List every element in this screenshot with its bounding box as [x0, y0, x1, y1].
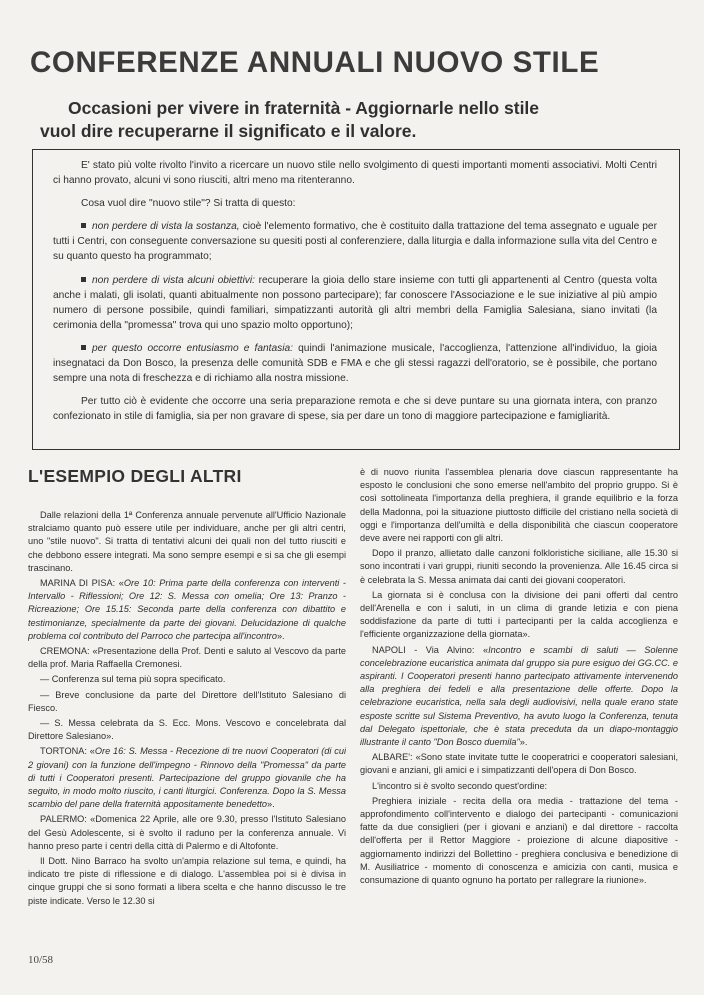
- article-paragraph: CREMONA: «Presentazione della Prof. Denti e saluto al Vescovo da parte della prof. Maria Raffaella Cremonesi.: [28, 646, 346, 670]
- bullet-text: recuperare la gioia dello stare insieme con tutti gli appartenenti al Centro (questa volta anche i malati, gli isolati, quanti abitualmente non possono partecipare); far conoscere l'Associazione e le sue iniziative al più ampio numero di persone possibile, quindi familiari, simpatizzanti autorità gli altri membri della Famiglia Salesiana, siano invitati (la cerimonia della "promessa" trova qui uno spazio molto opportuno);: [53, 274, 657, 331]
- article-paragraph: Preghiera iniziale - recita della ora media - trattazione del tema - approfondimento coll'intervento e dialogo dei partecipanti - comunicazioni fatte da due consiglieri (per i giovani e anziani) e dal direttore - raccolta dell'offerta per il Rettor Maggiore - proiezione di alcune diapositive - aggiornamento indirizzi del Bollettino - preghiera conclusiva e benedizione di M. Ausiliatrice - momento di conoscenza e amicizia con canti, musica e consumazione di quanto ognuno ha portato per rallegrare la riunione».: [360, 795, 678, 886]
- article-paragraph: — Breve conclusione da parte del Direttore dell'Istituto Salesiano di Fiesco.: [28, 689, 346, 713]
- paragraph-tail: ».: [519, 737, 528, 748]
- page-title: CONFERENZE ANNUALI NUOVO STILE: [30, 46, 600, 79]
- square-bullet-icon: [81, 277, 86, 282]
- bullet-emphasis: per questo occorre entusiasmo e fantasia:: [92, 342, 294, 354]
- bullet-emphasis: non perdere di vista alcuni obiettivi:: [92, 274, 255, 286]
- bullet-text: cioè l'elemento formativo, che è costituito dalla trattazione del tema assegnato e uguale per tutti i Centri, con conseguente conversazione su quesiti posti al conferenziere, dalla liturgia e dalla informazione sulla vita del Centro e su quanto questo ha programmato;: [53, 221, 657, 263]
- section-title: L'ESEMPIO DEGLI ALTRI: [28, 466, 242, 486]
- intro-bullet: [53, 341, 657, 386]
- left-column-text: [28, 509, 346, 908]
- article-paragraph: ALBARE': «Sono state invitate tutte le cooperatrici e cooperatori salesiani, giovani e anziani, gli amici e i simpatizzanti dell'opera di Don Bosco.: [360, 752, 678, 776]
- right-column: [360, 466, 678, 966]
- page-number: 10/58: [28, 954, 54, 966]
- article-paragraph: Il Dott. Nino Barraco ha svolto un'ampia relazione sul tema, e quindi, ha indicato tre piste di riflessione e di dialogo. L'assemblea poi si è divisa in cinque gruppi che si sono formati a libera scelta e che hanno discusso le tre piste indicate. Verso le 12.30 si: [28, 856, 346, 906]
- subtitle-line-2: vuol dire recuperarne il significato e il valore.: [40, 121, 417, 141]
- paragraph-tail: ».: [276, 630, 285, 641]
- intro-paragraph: E' stato più volte rivolto l'invito a ricercare un nuovo stile nello svolgimento di questi importanti momenti associativi. Molti Centri ci hanno provato, alcuni vi sono riusciti, altri meno ma ritenteranno.: [53, 160, 657, 187]
- bullet-emphasis: non perdere di vista la sostanza,: [92, 221, 240, 233]
- article-paragraph: [28, 577, 346, 643]
- right-column-text: [360, 466, 678, 887]
- article-paragraph: Dopo il pranzo, allietato dalle canzoni folkloristiche siciliane, alle 15.30 si sono incontrati i vari gruppi, riuniti secondo la provenienza. Alle 16.45 circa si è celebrata la S. Messa animata dai canti dei giovani cooperatori.: [360, 548, 678, 585]
- page-subtitle: [40, 97, 680, 143]
- paragraph-lead: TORTONA: «: [40, 746, 95, 757]
- paragraph-emphasis: Ore 16: S. Messa - Recezione di tre nuovi Cooperatori (di cui 2 giovani) con la funzione dell'impegno - Rinnovo della "Promessa" da parte di tutti i Cooperatori presenti. Partecipazione del gruppo giovanile che ha seguito, in modo molto riuscito, i canti liturgici. Conferenza. Dopo la S. Messa scambio del pane della fraternità appositamente benedetto: [28, 746, 346, 810]
- left-column: [28, 466, 346, 946]
- bullet-text: quindi l'animazione musicale, l'accoglienza, l'attenzione all'individuo, la gioia insegnataci da Don Bosco, la presenza delle comunità SDB e FMA e che gli stessi ragazzi dell'oratorio, se è possibile, che portano sempre una nota di freschezza e di richiamo alla nostra missione.: [53, 342, 657, 385]
- article-paragraph: PALERMO: «Domenica 22 Aprile, alle ore 9.30, presso l'Istituto Salesiano del Gesù Adolescente, si è svolto il raduno per la conferenza annuale. Vi hanno preso parte i centri della città di Palermo e di Altofonte.: [28, 814, 346, 851]
- article-paragraph: Dalle relazioni della 1ª Conferenza annuale pervenute all'Ufficio Nazionale stralciamo quanto può essere utile per individuare, anche per gli altri centri, uno "stile nuovo". Si tratta di tentativi alcuni dei quali non del tutto riusciti e che debbono essere integrati. Ma sono sempre esempi e si sa che gli esempi trascinano.: [28, 510, 346, 573]
- subtitle-line-1: Occasioni per vivere in fraternità - Aggiornarle nello stile: [68, 98, 540, 118]
- article-paragraph: — Conferenza sul tema più sopra specificato.: [40, 674, 226, 685]
- intro-box: [32, 149, 680, 450]
- intro-paragraph: Per tutto ciò è evidente che occorre una seria preparazione remota e che si deve puntare su una giornata intera, con pranzo confezionato in stile di famiglia, sia per non gravare di spese, sia per dare un tono di maggiore partecipazione e famigliarità.: [53, 396, 657, 423]
- intro-bullet: [53, 219, 657, 264]
- paragraph-lead: MARINA DI PISA: «: [40, 578, 124, 589]
- square-bullet-icon: [81, 223, 86, 228]
- article-paragraph: La giornata si è conclusa con la divisione dei pani offerti dal centro dell'Arenella e con i saluti, in un clima di grande letizia e con piena soddisfazione da parte di tutti i partecipanti per la calda accoglienza e l'efficiente organizzazione della giornata».: [360, 589, 678, 640]
- intro-paragraph: Cosa vuol dire "nuovo stile"? Si tratta di questo:: [81, 198, 296, 210]
- paragraph-lead: NAPOLI - Via Alvino: «: [372, 644, 489, 655]
- square-bullet-icon: [81, 345, 86, 350]
- article-paragraph: [28, 745, 346, 811]
- paragraph-emphasis: Incontro e scambi di saluti — Solenne concelebrazione eucaristica animata dal gruppo sia pure esiguo dei GG.CC. e aspiranti. I Cooperatori presenti hanno partecipato attivamente intervenendo alla preghiera dei fedeli e alla presentazione delle offerte. Dopo la celebrazione eucaristica, nella sala degli audiovisivi, nella quale erano state esposte scritte sul Sistema Preventivo, ha avuto luogo la Conferenza, tenuta dal Delegato ispettoriale, che è stata preceduta da un diapo-montaggio illustrante il canto "Don Bosco duemila": [360, 644, 678, 748]
- article-paragraph: L'incontro si è svolto secondo quest'ordine:: [372, 780, 548, 791]
- paragraph-emphasis: Ore 10: Prima parte della conferenza con interventi - Intervallo - Riflessioni; Ore 12: S. Messa con omelia; Ore 13: Pranzo - Ricreazione; Ore 15.15: Seconda parte della conferenza con dibattito e testimonianze, specialmente da parte dei giovani. Delucidazione di qualche problema col contributo del Parroco che partecipa all'incontro: [28, 578, 346, 641]
- paragraph-tail: ».: [267, 799, 275, 810]
- intro-bullet: [53, 273, 657, 333]
- article-paragraph: è di nuovo riunita l'assemblea plenaria dove ciascun rappresentante ha esposto le conclusioni che sono emerse nell'ambito del proprio gruppo. Si è così sottolineata l'importanza della preghiera, il grande equilibrio e la forza della Madonna, poi la situazione piuttosto difficile del cristiano nella società di oggi e l'importanza dell'umiltà e della disponibilità che ciascun cooperatore deve avere nei rapporti con gli altri.: [360, 467, 678, 544]
- article-paragraph: — S. Messa celebrata da S. Ecc. Mons. Vescovo e concelebrata dal Direttore Salesiano».: [28, 718, 346, 742]
- article-paragraph: [360, 644, 678, 750]
